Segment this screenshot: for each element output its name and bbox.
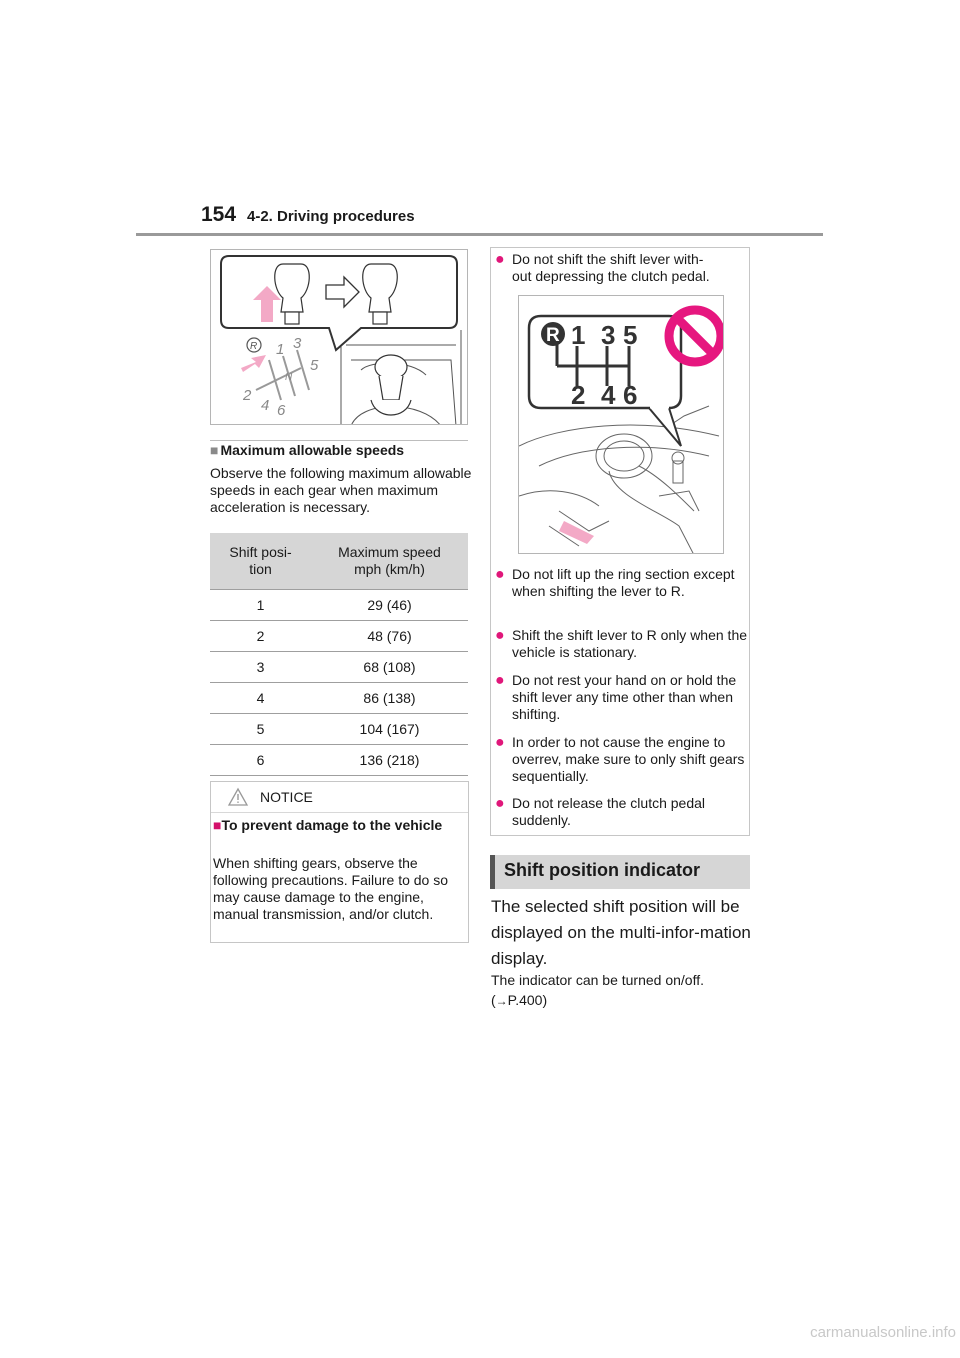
header-rule	[136, 233, 823, 236]
table-row: 3 68 (108)	[210, 652, 468, 683]
square-bullet-icon: ■	[210, 442, 219, 458]
watermark: carmanualsonline.info	[810, 1324, 956, 1341]
max-speeds-heading: ■ Maximum allowable speeds	[210, 442, 405, 458]
fig1-reverse-mark: R	[250, 341, 258, 352]
fig1-digit-6: 6	[277, 402, 286, 419]
list-item: ● Shift the shift lever to R only when the vehicle is stationary.	[495, 627, 748, 660]
col-shift-position: Shift posi- tion	[210, 533, 311, 590]
page-number: 154	[201, 203, 237, 226]
notice-subheading: ■To prevent damage to the vehicle	[213, 817, 443, 833]
fig2-gear-3: 3	[601, 320, 616, 350]
heading-accent-bar	[490, 855, 495, 889]
warning-triangle-icon	[227, 787, 249, 807]
fig1-neutral-mark: N	[285, 372, 293, 383]
bullet-dot-icon: ●	[495, 251, 505, 268]
max-speeds-text: Observe the following maximum allowable speeds in each gear when maximum acceleration is necessary.	[210, 465, 472, 515]
shift-indicator-note: The indicator can be turned on/off. (→P.400)	[491, 972, 704, 1008]
no-shift-drawing	[519, 296, 724, 554]
notice-body: When shifting gears, observe the following precautions. Failure to do so may cause damage to the engine, manual transmission, and/or clutch.	[213, 855, 449, 922]
notice-box	[210, 781, 469, 943]
section-title: 4-2. Driving procedures	[247, 208, 415, 225]
fig2-reverse-label: R	[546, 325, 560, 346]
precautions-box	[490, 247, 750, 836]
notice-label: NOTICE	[260, 789, 313, 805]
page-reference-link[interactable]: P.400)	[507, 992, 548, 1008]
bullet-dot-icon: ●	[495, 672, 505, 689]
shift-indicator-title: Shift position indicator	[504, 860, 700, 880]
fig2-gear-6: 6	[623, 380, 638, 410]
fig1-digit-1: 1	[276, 341, 285, 358]
square-bullet-icon: ■	[213, 817, 222, 833]
no-shift-illustration	[518, 295, 724, 554]
table-row: 5 104 (167)	[210, 714, 468, 745]
fig1-digit-5: 5	[310, 357, 319, 374]
max-speed-table	[210, 533, 468, 776]
list-item: ● Do not rest your hand on or hold the shift lever any time other than when shifting.	[495, 672, 737, 722]
table-row: 1 29 (46)	[210, 590, 468, 621]
bullet-dot-icon: ●	[495, 566, 505, 583]
list-item: ● Do not release the clutch pedal suddenly.	[495, 795, 706, 828]
fig1-digit-3: 3	[293, 335, 302, 352]
list-item: ● Do not lift up the ring section except when shifting the lever to R.	[495, 566, 735, 599]
gear-knob-drawing	[211, 250, 468, 425]
fig2-gear-4: 4	[601, 380, 616, 410]
fig2-gear-2: 2	[571, 380, 586, 410]
list-item: ● In order to not cause the engine to overrev, make sure to only shift gears sequentially.	[495, 734, 745, 784]
notice-header	[211, 782, 468, 813]
fig1-digit-2: 2	[243, 387, 252, 404]
fig2-gear-5: 5	[623, 320, 638, 350]
table-row: 4 86 (138)	[210, 683, 468, 714]
shift-indicator-text: The selected shift position will be displayed on the multi-infor-mation display.	[491, 897, 751, 968]
bullet-dot-icon: ●	[495, 627, 505, 644]
shift-indicator-heading	[490, 855, 750, 889]
table-row: 6 136 (218)	[210, 745, 468, 776]
arrow-right-icon: →	[495, 994, 508, 1008]
col-maximum-speed: Maximum speed mph (km/h)	[311, 533, 468, 590]
bullet-dot-icon: ●	[495, 795, 505, 812]
gear-knob-illustration	[210, 249, 468, 425]
bullet-dot-icon: ●	[495, 734, 505, 751]
list-item: ● Do not shift the shift lever with- out depressing the clutch pedal.	[495, 251, 710, 284]
table-row: 2 48 (76)	[210, 621, 468, 652]
divider	[210, 440, 468, 441]
fig1-digit-4: 4	[261, 397, 270, 414]
fig2-gear-1: 1	[571, 320, 586, 350]
